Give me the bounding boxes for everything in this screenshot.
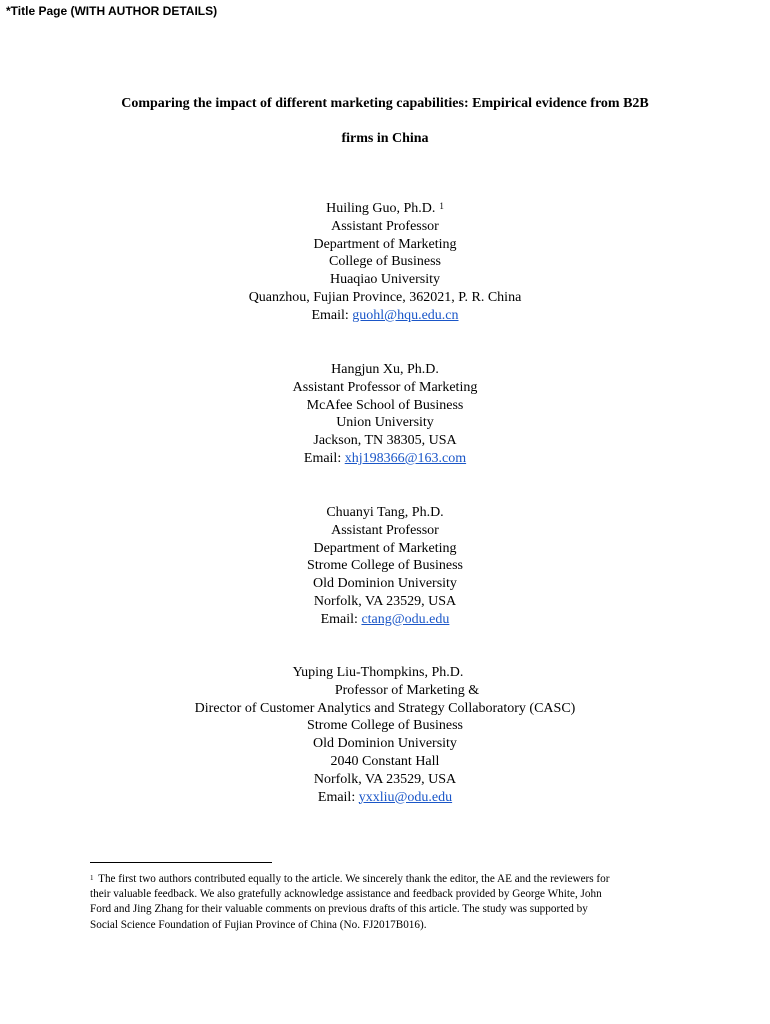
author-affiliation-line: Assistant Professor of Marketing xyxy=(292,379,478,395)
author-affiliation-line: Union University xyxy=(336,415,434,431)
author-affiliation-line: McAfee School of Business xyxy=(306,397,464,413)
author-email-line: Email: xhj198366@163.com xyxy=(303,450,467,466)
author-affiliation-line: Assistant Professor xyxy=(331,218,439,234)
author-affiliation-line: Norfolk, VA 23529, USA xyxy=(313,593,457,609)
author-name: Hangjun Xu, Ph.D. xyxy=(331,362,439,377)
author-email-link[interactable]: ctang@odu.edu xyxy=(361,611,450,627)
footnote-number: 1 xyxy=(90,874,94,882)
author-affiliation-line: Quanzhou, Fujian Province, 362021, P. R. China xyxy=(248,289,522,305)
author-name: Huiling Guo, Ph.D. $^1$ xyxy=(326,201,444,216)
author-email-link[interactable]: yxxliu@odu.edu xyxy=(358,789,453,805)
author-affiliation-line: Department of Marketing xyxy=(313,236,457,252)
author-email-line: Email: guohl@hqu.edu.cn xyxy=(311,307,459,323)
author-block-xu xyxy=(0,361,770,468)
author-email-line: Email: ctang@odu.edu xyxy=(320,611,450,627)
author-block-guo xyxy=(0,200,770,325)
author-affiliation-line: Department of Marketing xyxy=(313,540,457,556)
footnote-line: $^1$ The first two authors contributed equally to the article. We sincerely thank the editor, the AE and the reviewers for xyxy=(90,873,610,885)
author-affiliation-line: Director of Customer Analytics and Strategy Collaboratory (CASC) xyxy=(194,700,576,716)
footnote-line: Social Science Foundation of Fujian Province of China (No. FJ2017B016). xyxy=(90,918,427,931)
author-name: Chuanyi Tang, Ph.D. xyxy=(326,505,444,520)
author-block-tang xyxy=(0,504,770,629)
footnote-divider xyxy=(90,862,272,863)
author-affiliation-line: Old Dominion University xyxy=(313,576,457,592)
footnote-line: Ford and Jing Zhang for their valuable comments on previous drafts of this article. The study was supported by xyxy=(90,903,588,916)
author-affiliation-line: Norfolk, VA 23529, USA xyxy=(313,771,457,787)
author-affiliation-line: Jackson, TN 38305, USA xyxy=(313,433,457,449)
author-affiliation-line: Professor of Marketing & xyxy=(334,682,480,698)
author-block-liu-thompkins xyxy=(0,664,770,806)
author-affiliation-line: Huaqiao University xyxy=(329,272,441,288)
author-affiliation-line: Strome College of Business xyxy=(307,558,463,574)
author-email-link[interactable]: xhj198366@163.com xyxy=(344,450,467,466)
author-affiliation-line: Old Dominion University xyxy=(313,736,457,752)
author-affiliation-line: 2040 Constant Hall xyxy=(330,753,440,769)
paper-title-line-2: firms in China xyxy=(341,131,429,146)
footnote-line: their valuable feedback. We also gratefully acknowledge assistance and feedback provided by George White, John xyxy=(90,888,602,901)
author-email-link[interactable]: guohl@hqu.edu.cn xyxy=(352,307,459,323)
footnote xyxy=(90,872,690,933)
author-affiliation-line: Assistant Professor xyxy=(331,522,439,538)
author-affiliation-line: Strome College of Business xyxy=(307,718,463,734)
author-name: Yuping Liu-Thompkins, Ph.D. xyxy=(292,665,464,680)
footnote-marker: 1 xyxy=(439,201,444,211)
author-email-line: Email: yxxliu@odu.edu xyxy=(317,789,453,805)
title-page-header-label: *Title Page (WITH AUTHOR DETAILS) xyxy=(6,4,218,18)
paper-title-line-1: Comparing the impact of different marketing capabilities: Empirical evidence from B2B xyxy=(121,96,649,111)
author-affiliation-line: College of Business xyxy=(329,254,441,270)
